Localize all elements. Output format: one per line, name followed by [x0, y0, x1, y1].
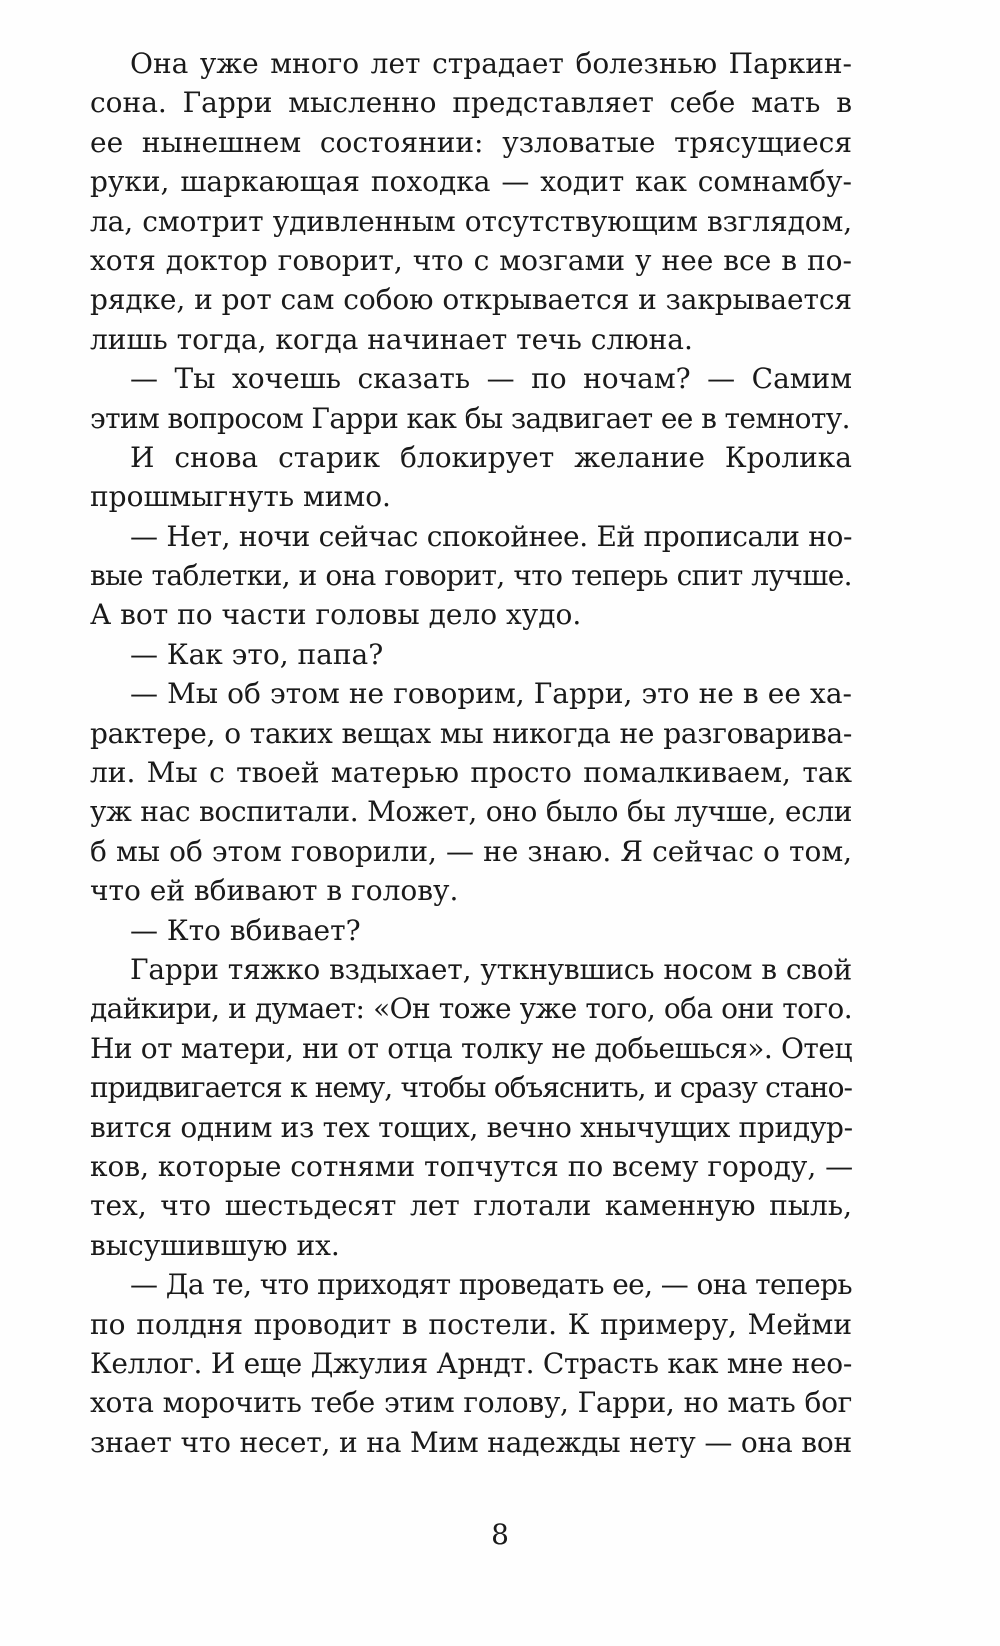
body-text — [90, 44, 852, 1462]
text-line: дайкири, и думает: «Он тоже уже того, оба они того. — [90, 992, 852, 1026]
text-line: Она уже много лет страдает болезнью Паркин- — [130, 47, 852, 80]
text-line: ли. Мы с твоей матерью просто помалкиваем, так — [90, 756, 852, 790]
text-line: рядке, и рот сам собою открывается и закрывается — [90, 283, 852, 317]
text-line: прошмыгнуть мимо. — [90, 480, 391, 514]
text-line: по полдня проводит в постели. К примеру, Мейми — [90, 1307, 852, 1341]
text-line: А вот по части головы дело худо. — [90, 598, 582, 632]
text-line: ков, которые сотнями топчутся по всему городу, — — [90, 1149, 854, 1183]
text-line: хотя доктор говорит, что с мозгами у нее все в по- — [90, 243, 852, 277]
text-line: высушившую их. — [90, 1228, 340, 1262]
text-line: — Ты хочешь сказать — по ночам? — Самим — [130, 362, 852, 396]
text-line: лишь тогда, когда начинает течь слюна. — [90, 322, 693, 356]
text-line: Келлог. И еще Джулия Арндт. Страсть как мне нео- — [90, 1346, 852, 1380]
text-line: — Мы об этом не говорим, Гарри, это не в ее ха- — [130, 677, 852, 711]
text-line: вится одним из тех тощих, вечно хнычущих придур- — [90, 1110, 853, 1144]
text-line: знает что несет, и на Мим надежды нету — она вон — [90, 1425, 852, 1459]
text-line: сона. Гарри мысленно представляет себе мать в — [90, 86, 852, 120]
text-line: хота морочить тебе этим голову, Гарри, но мать бог — [90, 1386, 852, 1420]
text-line: этим вопросом Гарри как бы задвигает ее в темноту. — [90, 401, 850, 435]
text-line: уж нас воспитали. Может, оно было бы лучше, если — [90, 795, 852, 829]
text-line: — Кто вбивает? — [130, 913, 361, 947]
text-line: что ей вбивают в голову. — [90, 874, 459, 908]
text-line: — Как это, папа? — [130, 637, 384, 671]
text-line: Ни от матери, ни от отца толку не добьешься». Отец — [90, 1031, 852, 1065]
text-line: И снова старик блокирует желание Кролика — [130, 440, 852, 474]
text-line: вые таблетки, и она говорит, что теперь спит лучше. — [90, 559, 852, 593]
text-line: — Да те, что приходят проведать ее, — она теперь — [130, 1268, 853, 1302]
text-line: руки, шаркающая походка — ходит как сомнамбу- — [90, 165, 852, 199]
text-line: — Нет, ночи сейчас спокойнее. Ей прописали но- — [130, 519, 852, 553]
text-line: ее нынешнем состоянии: узловатые трясущиеся — [90, 125, 852, 159]
text-line: б мы об этом говорили, — не знаю. Я сейчас о том, — [90, 834, 852, 868]
text-line: ла, смотрит удивленным отсутствующим взглядом, — [90, 204, 852, 238]
page-number: 8 — [491, 1518, 509, 1551]
text-line: рактере, о таких вещах мы никогда не разговарива- — [90, 716, 852, 750]
text-line: Гарри тяжко вздыхает, уткнувшись носом в свой — [130, 952, 852, 986]
text-line: придвигается к нему, чтобы объяснить, и сразу стано- — [90, 1071, 852, 1105]
text-line: тех, что шестьдесят лет глотали каменную пыль, — [90, 1189, 852, 1223]
